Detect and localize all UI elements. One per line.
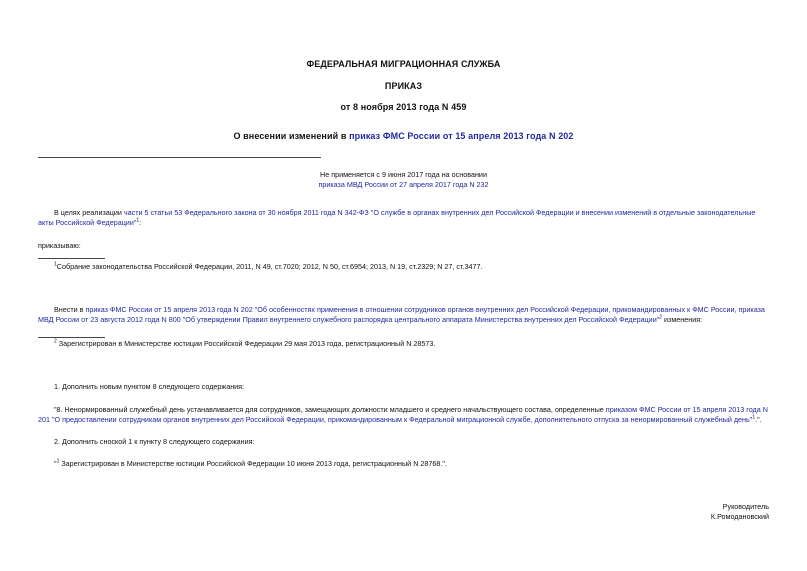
footnote-2-mark: 2: [54, 338, 57, 345]
agency-name: ФЕДЕРАЛЬНАЯ МИГРАЦИОННАЯ СЛУЖБА: [306, 59, 501, 69]
preamble-law-link[interactable]: части 5 статьи 53 Федерального закона от 30 ноября 2011 года N 342-ФЗ "О службе в органах внутренних дел Российской Федерации и внесении изменений в отдельные законодательные акты Российской Федерации": [38, 208, 756, 227]
preamble-prefix: В целях реализации: [54, 208, 124, 217]
amendment-order-link[interactable]: приказ ФМС России от 15 апреля 2013 года N 202 "Об особенностях применения в отношении сотрудников органов внутренних дел Российской Федерации, прикомандированных к ФМС России, приказа МВД России от 23 августа 2012 года N 800 "Об утверждении Правил внутреннего служебного распорядка центрального аппарата Министерства внутренних дел Российской Федерации": [38, 305, 765, 324]
item-2: 2. Дополнить сноской 1 к пункту 8 следующего содержания:: [54, 437, 255, 446]
status-note-line: Не применяется с 9 июня 2017 года на основании: [320, 170, 487, 179]
footnote-divider: [38, 258, 105, 259]
amendment-prefix: Внести в: [54, 305, 86, 314]
status-note-link[interactable]: приказа МВД России от 27 апреля 2017 года N 232: [318, 180, 489, 189]
item-2-quote: [54, 459, 770, 469]
amendment-paragraph: [38, 305, 770, 324]
document-date-number: от 8 ноября 2013 года N 459: [340, 102, 467, 112]
footnote-2: [54, 339, 770, 349]
item-2-quote-text: Зарегистрирован в Министерстве юстиции Российской Федерации 10 июня 2013 года, регистрационный N 28768.".: [59, 459, 447, 468]
divider: [38, 157, 321, 158]
preamble-suffix: :: [139, 217, 142, 227]
item-2-footnote-mark: 1: [56, 458, 60, 465]
preamble-paragraph: [38, 208, 770, 227]
signature-title: Руководитель: [722, 502, 769, 511]
footnote-ref-item-1: 1: [752, 414, 756, 421]
item-1-quote-prefix: "8. Ненормированный служебный день устанавливается для сотрудников, замещающих должности младшего и среднего начальствующего состава, определенные: [54, 405, 606, 414]
footnote-divider: [38, 337, 105, 338]
item-1-order-link[interactable]: приказом ФМС России от 15 апреля 2013 года N 201 "О предоставлении сотрудникам органов внутренних дел Российской Федерации, прикомандированным к Федеральной миграционной службе, дополнительного отпуска за ненормированный служебный день": [38, 405, 768, 424]
signature-name: К.Ромодановский: [710, 512, 769, 521]
item-2-quote-prefix: ": [54, 459, 57, 468]
footnote-2-text: Зарегистрирован в Министерстве юстиции Российской Федерации 29 мая 2013 года, регистрационный N 28573.: [58, 339, 436, 348]
document-type: ПРИКАЗ: [384, 81, 423, 91]
title-link[interactable]: приказ ФМС России от 15 апреля 2013 года N 202: [349, 131, 574, 141]
footnote-ref-2[interactable]: 2: [659, 314, 663, 321]
status-note-link-line: [0, 180, 807, 190]
item-1-quote-suffix: .".: [755, 414, 762, 424]
footnote-1-text: Собрание законодательства Российской Федерации, 2011, N 49, ст.7020; 2012, N 50, ст.6954; 2013, N 19, ст.2329; N 27, ст.3477.: [56, 262, 483, 271]
footnote-ref-1[interactable]: 1: [136, 217, 140, 224]
item-1: 1. Дополнить новым пунктом 8 следующего содержания:: [54, 382, 245, 391]
title-prefix: О внесении изменений в: [233, 131, 350, 141]
amendment-suffix: изменения:: [662, 314, 703, 324]
footnote-1-mark: 1: [54, 261, 57, 268]
item-1-quote: [38, 405, 770, 424]
document-title: [0, 131, 807, 141]
order-word: приказываю:: [38, 241, 81, 250]
footnote-1: [54, 262, 770, 272]
